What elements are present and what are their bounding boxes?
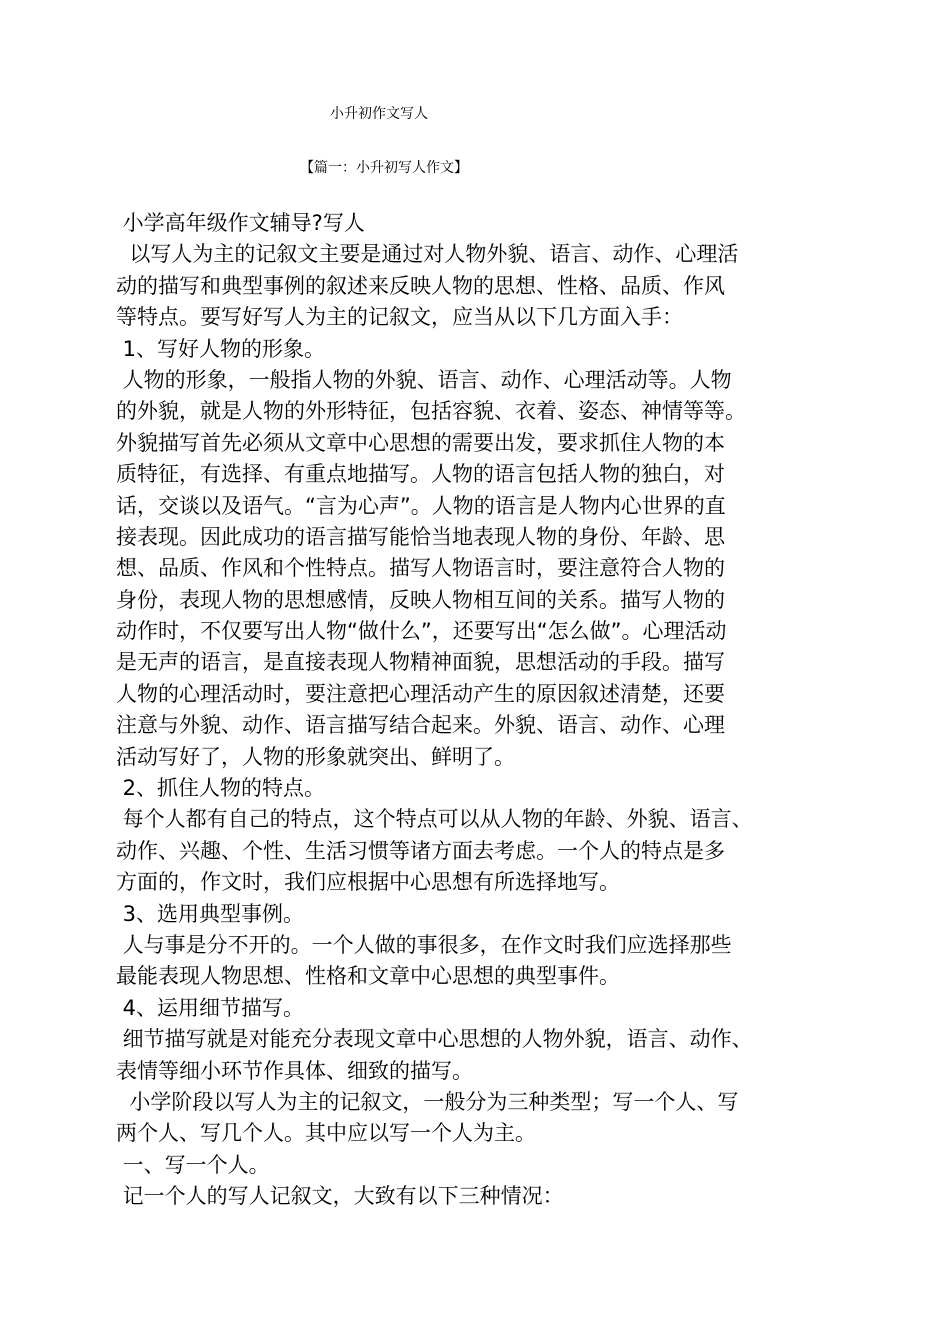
document-body: [116, 208, 836, 1213]
text-line: 动的描写和典型事例的叙述来反映人物的思想、性格、品质、作风: [116, 273, 725, 298]
text-line: 质特征，有选择、有重点地描写。人物的语言包括人物的独白，对: [116, 462, 725, 487]
text-line: 最能表现人物思想、性格和文章中心思想的典型事件。: [116, 964, 620, 989]
text-line: 注意与外貌、动作、语言描写结合起来。外貌、语言、动作、心理: [116, 713, 725, 738]
text-line: 动作时，不仅要写出人物“做什么”，还要写出“怎么做”。心理活动: [116, 619, 727, 644]
text-line: 的外貌，就是人物的外形特征，包括容貌、衣着、姿态、神情等等。: [116, 399, 746, 424]
text-line: 身份，表现人物的思想感情，反映人物相互间的关系。描写人物的: [116, 587, 725, 612]
text-line: 人物的形象，一般指人物的外貌、语言、动作、心理活动等。人物: [116, 367, 732, 392]
text-line: 接表现。因此成功的语言描写能恰当地表现人物的身份、年龄、思: [116, 524, 725, 549]
text-line: 人与事是分不开的。一个人做的事很多，在作文时我们应选择那些: [116, 932, 732, 957]
section-heading: 4、运用细节描写。: [116, 995, 305, 1020]
text-line: 想、品质、作风和个性特点。描写人物语言时，要注意符合人物的: [116, 556, 725, 581]
text-line: 人物的心理活动时，要注意把心理活动产生的原因叙述清楚，还要: [116, 681, 725, 706]
text-line: 记一个人的写人记叙文，大致有以下三种情况：: [116, 1184, 564, 1209]
text-line: 方面的，作文时，我们应根据中心思想有所选择地写。: [116, 870, 620, 895]
text-line: 等特点。要写好写人为主的记叙文，应当从以下几方面入手：: [116, 305, 683, 330]
section-heading: 2、抓住人物的特点。: [116, 776, 326, 801]
text-line: 话，交谈以及语气。“言为心声”。人物的语言是人物内心世界的直: [116, 493, 726, 518]
text-line: 以写人为主的记叙文主要是通过对人物外貌、语言、动作、心理活: [116, 242, 739, 267]
document-title: 小升初作文写人: [330, 106, 428, 122]
section-heading: 3、选用典型事例。: [116, 901, 305, 926]
text-line: 细节描写就是对能充分表现文章中心思想的人物外貌，语言、动作、: [116, 1027, 753, 1052]
text-line: 活动写好了，人物的形象就突出、鲜明了。: [116, 744, 515, 769]
text-line: 小学阶段以写人为主的记叙文，一般分为三种类型；写一个人、写: [116, 1089, 739, 1114]
text-line: 表情等细小环节作具体、细致的描写。: [116, 1058, 473, 1083]
section-heading: 1、写好人物的形象。: [116, 336, 326, 361]
document-subtitle: 【篇一：小升初写人作文】: [300, 160, 468, 176]
text-line: 动作、兴趣、个性、生活习惯等诸方面去考虑。一个人的特点是多: [116, 838, 725, 863]
text-line: 外貌描写首先必须从文章中心思想的需要出发，要求抓住人物的本: [116, 430, 725, 455]
text-line: 每个人都有自己的特点，这个特点可以从人物的年龄、外貌、语言、: [116, 807, 753, 832]
text-line: 是无声的语言，是直接表现人物精神面貌，思想活动的手段。描写: [116, 650, 725, 675]
text-line: 小学高年级作文辅导?写人: [116, 211, 365, 235]
text-line: 两个人、写几个人。其中应以写一个人为主。: [116, 1121, 536, 1146]
text-line: 一、写一个人。: [116, 1152, 270, 1177]
